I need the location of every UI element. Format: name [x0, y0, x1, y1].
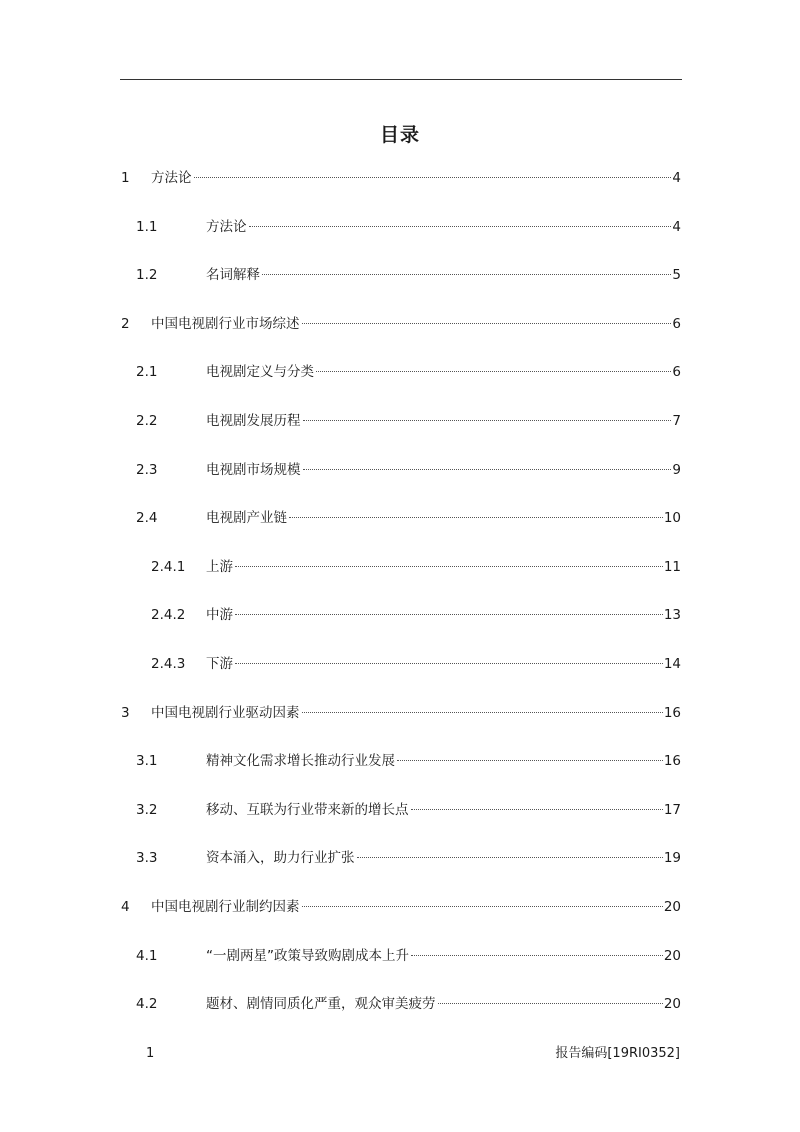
- toc-entry-number: 3: [121, 705, 130, 721]
- toc-entry-page: 6: [672, 364, 681, 380]
- toc-dot-leader: [411, 945, 663, 956]
- toc-entry[interactable]: [0, 167, 800, 189]
- toc-title: 目录: [379, 124, 420, 146]
- toc-entry[interactable]: [0, 313, 800, 335]
- toc-entry-line: [206, 410, 681, 432]
- toc-entry-number: 2.4.1: [151, 559, 186, 575]
- toc-entry[interactable]: [0, 799, 800, 821]
- toc-entry-page: 20: [663, 996, 681, 1012]
- toc-entry-title: 电视剧定义与分类: [206, 364, 314, 380]
- toc-dot-leader: [303, 410, 672, 421]
- toc-entry-title: 电视剧发展历程: [206, 413, 301, 429]
- toc-dot-leader: [289, 507, 663, 518]
- toc-entry-line: [206, 847, 681, 869]
- toc-entry[interactable]: [0, 410, 800, 432]
- footer-report-code: 报告编码[19RI0352]: [555, 1046, 680, 1061]
- toc-entry-page: 4: [672, 170, 681, 186]
- toc-entry-page: 13: [663, 607, 681, 623]
- toc-entry-page: 9: [672, 462, 681, 478]
- toc-entry-line: [151, 167, 681, 189]
- footer-page-number: 1: [146, 1046, 155, 1061]
- toc-entry-line: [206, 945, 681, 967]
- toc-entry-page: 20: [663, 948, 681, 964]
- toc-entry-page: 6: [672, 316, 681, 332]
- toc-entry[interactable]: [0, 896, 800, 918]
- toc-entry-title: 移动、互联为行业带来新的增长点: [206, 802, 409, 818]
- toc-entry-title: 方法论: [151, 170, 192, 186]
- toc-entry-page: 7: [672, 413, 681, 429]
- toc-entry-number: 1: [121, 170, 130, 186]
- toc-entry-line: [206, 604, 681, 626]
- toc-entry[interactable]: [0, 264, 800, 286]
- toc-entry-number: 2: [121, 316, 130, 332]
- toc-entry[interactable]: [0, 945, 800, 967]
- toc-entry-number: 4.1: [136, 948, 158, 964]
- toc-entry-number: 3.2: [136, 802, 158, 818]
- toc-entry-number: 4: [121, 899, 130, 915]
- toc-dot-leader: [316, 361, 671, 372]
- toc-entry-title: 题材、剧情同质化严重，观众审美疲劳: [206, 996, 436, 1012]
- toc-dot-leader: [235, 556, 663, 567]
- toc-entry-line: [151, 313, 681, 335]
- toc-dot-leader: [249, 216, 672, 227]
- toc-entry-number: 2.4.2: [151, 607, 186, 623]
- toc-entry-page: 11: [663, 559, 681, 575]
- toc-entry-number: 2.4.3: [151, 656, 186, 672]
- toc-dot-leader: [303, 459, 672, 470]
- toc-entry-title: 中国电视剧行业驱动因素: [151, 705, 300, 721]
- toc-dot-leader: [357, 847, 663, 858]
- toc-entry-line: [151, 702, 681, 724]
- toc-entry-page: 16: [663, 705, 681, 721]
- toc-entry-number: 1.1: [136, 219, 158, 235]
- toc-entry-page: 17: [663, 802, 681, 818]
- toc-entry[interactable]: [0, 556, 800, 578]
- toc-entry[interactable]: [0, 216, 800, 238]
- toc-entry-page: 14: [663, 656, 681, 672]
- toc-entry-title: 名词解释: [206, 267, 260, 283]
- toc-entry-number: 3.1: [136, 753, 158, 769]
- toc-entry-line: [206, 459, 681, 481]
- toc-entry-page: 20: [663, 899, 681, 915]
- toc-entry-number: 4.2: [136, 996, 158, 1012]
- toc-entry-page: 16: [663, 753, 681, 769]
- toc-entry[interactable]: [0, 653, 800, 675]
- toc-entry-page: 19: [663, 850, 681, 866]
- toc-dot-leader: [262, 264, 671, 275]
- toc-entry-title: 中游: [206, 607, 233, 623]
- toc-entry-line: [206, 653, 681, 675]
- toc-entry-title: 上游: [206, 559, 233, 575]
- toc-entry-number: 2.2: [136, 413, 158, 429]
- toc-entry-title: 方法论: [206, 219, 247, 235]
- toc-entry[interactable]: [0, 993, 800, 1015]
- toc-dot-leader: [411, 799, 663, 810]
- toc-entry-page: 5: [672, 267, 681, 283]
- toc-entry-line: [206, 799, 681, 821]
- toc-entry[interactable]: [0, 361, 800, 383]
- toc-dot-leader: [302, 313, 672, 324]
- toc-dot-leader: [235, 604, 663, 615]
- toc-entry-line: [206, 216, 681, 238]
- toc-entry-title: 电视剧市场规模: [206, 462, 301, 478]
- toc-entry-title: 电视剧产业链: [206, 510, 287, 526]
- toc-entry-line: [151, 896, 681, 918]
- toc-dot-leader: [235, 653, 663, 664]
- toc-entry-title: 下游: [206, 656, 233, 672]
- toc-entry-line: [206, 361, 681, 383]
- toc-dot-leader: [302, 702, 663, 713]
- toc-entry[interactable]: [0, 459, 800, 481]
- toc-entry-number: 1.2: [136, 267, 158, 283]
- toc-entry[interactable]: [0, 750, 800, 772]
- toc-dot-leader: [302, 896, 663, 907]
- toc-entry-line: [206, 264, 681, 286]
- toc-entry-title: 中国电视剧行业制约因素: [151, 899, 300, 915]
- toc-entry-line: [206, 993, 681, 1015]
- toc-entry-line: [206, 556, 681, 578]
- toc-entry-line: [206, 750, 681, 772]
- toc-entry-title: “一剧两星”政策导致购剧成本上升: [206, 948, 409, 964]
- toc-entry-title: 精神文化需求增长推动行业发展: [206, 753, 395, 769]
- toc-entry-title: 中国电视剧行业市场综述: [151, 316, 300, 332]
- toc-entry-title: 资本涌入，助力行业扩张: [206, 850, 355, 866]
- toc-entry[interactable]: [0, 604, 800, 626]
- toc-entry-line: [206, 507, 681, 529]
- toc-dot-leader: [438, 993, 663, 1004]
- toc-entry-number: 3.3: [136, 850, 158, 866]
- toc-entry-number: 2.3: [136, 462, 158, 478]
- toc-dot-leader: [194, 167, 672, 178]
- toc-entry-page: 10: [663, 510, 681, 526]
- toc-entry-number: 2.1: [136, 364, 158, 380]
- toc-entry-number: 2.4: [136, 510, 158, 526]
- toc-dot-leader: [397, 750, 663, 761]
- toc-entry[interactable]: [0, 702, 800, 724]
- toc-entry[interactable]: [0, 507, 800, 529]
- toc-entry[interactable]: [0, 847, 800, 869]
- toc-entry-page: 4: [672, 219, 681, 235]
